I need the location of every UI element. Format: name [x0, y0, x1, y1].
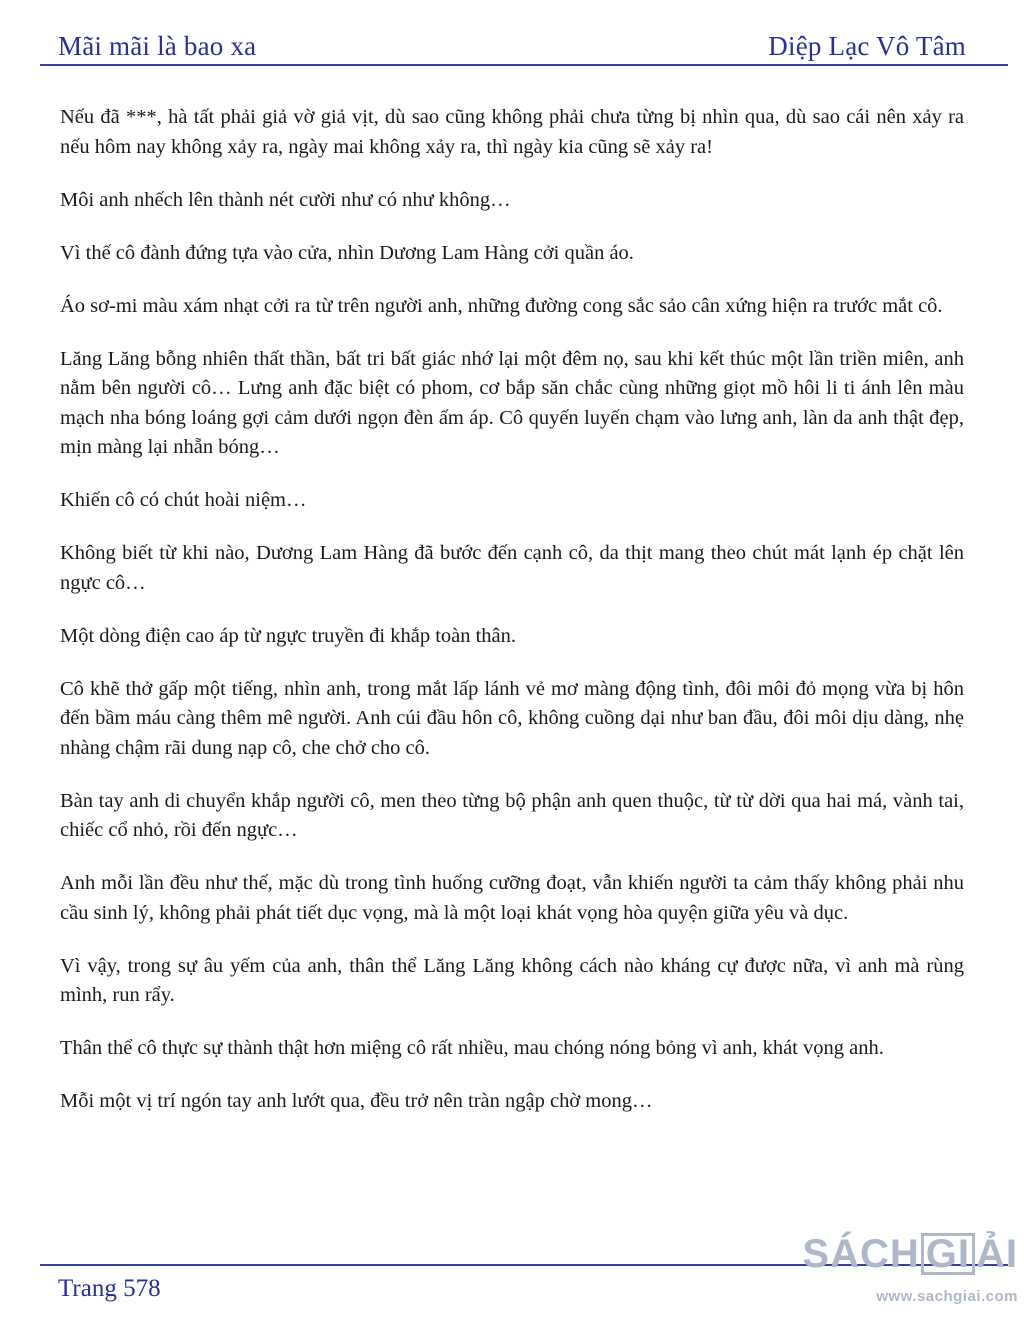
- paragraph: Áo sơ-mi màu xám nhạt cởi ra từ trên người anh, những đường cong sắc sảo cân xứng hiện ra trước mắt cô.: [60, 294, 943, 317]
- paragraph: Không biết từ khi nào, Dương Lam Hàng đã bước đến cạnh cô, da thịt mang theo chút mát lạnh ép chặt lên ngực cô…: [60, 542, 964, 594]
- book-title: Mãi mãi là bao xa: [58, 31, 257, 61]
- paragraph: Anh mỗi lần đều như thế, mặc dù trong tình huống cưỡng đoạt, vẫn khiến người ta cảm thấy không phải nhu cầu sinh lý, không phải phát tiết dục vọng, mà là một loại khát vọng hòa quyện giữa yêu và dục.: [60, 872, 964, 924]
- watermark-logo: [802, 1232, 1018, 1316]
- paragraph: Môi anh nhếch lên thành nét cười như có như không…: [60, 188, 511, 211]
- page-header: [58, 22, 966, 62]
- paragraph: Một dòng điện cao áp từ ngực truyền đi khắp toàn thân.: [60, 624, 517, 647]
- author-name: Diệp Lạc Vô Tâm: [768, 31, 966, 61]
- watermark-text-right: ẢI: [976, 1232, 1018, 1276]
- page-body: [60, 103, 964, 1140]
- paragraph: Thân thể cô thực sự thành thật hơn miệng cô rất nhiều, mau chóng nóng bỏng vì anh, khát vọng anh.: [60, 1037, 884, 1059]
- paragraph: Khiến cô có chút hoài niệm…: [60, 489, 307, 511]
- header-divider: [40, 64, 1008, 66]
- watermark-url: www.sachgiai.com: [876, 1288, 1018, 1305]
- paragraph: Vì thế cô đành đứng tựa vào cửa, nhìn Dương Lam Hàng cởi quần áo.: [60, 241, 634, 264]
- watermark-text-boxed: GI: [921, 1233, 975, 1275]
- paragraph: Cô khẽ thở gấp một tiếng, nhìn anh, trong mắt lấp lánh vẻ mơ màng động tình, đôi môi đỏ mọng vừa bị hôn đến bầm máu càng thêm mê người. Anh cúi đầu hôn cô, không cuồng dại như ban đầu, đôi môi dịu dàng, nhẹ nhàng chậm rãi dung nạp cô, che chở cho cô.: [60, 677, 964, 759]
- watermark-text-left: SÁCH: [802, 1232, 920, 1276]
- paragraph: Lăng Lăng bỗng nhiên thất thần, bất tri bất giác nhớ lại một đêm nọ, sau khi kết thúc một lần triền miên, anh nằm bên người cô… Lưng anh đặc biệt có phom, cơ bắp săn chắc cùng những giọt mồ hôi li ti ánh lên màu mạch nha bóng loáng gợi cảm dưới ngọn đèn ấm áp. Cô quyến luyến chạm vào lưng anh, làn da anh thật đẹp, mịn màng lại nhẵn bóng…: [60, 347, 964, 458]
- page-number: Trang 578: [58, 1275, 161, 1302]
- paragraph: Vì vậy, trong sự âu yếm của anh, thân thể Lăng Lăng không cách nào kháng cự được nữa, vì anh mà rùng mình, run rẩy.: [60, 954, 964, 1006]
- paragraph: Nếu đã ***, hà tất phải giả vờ giả vịt, dù sao cũng không phải chưa từng bị nhìn qua, dù sao cái nên xảy ra nếu hôm nay không xảy ra, ngày mai không xảy ra, thì ngày kia cũng sẽ xảy ra!: [60, 106, 964, 158]
- watermark-wordmark: [802, 1232, 1018, 1276]
- paragraph: Mỗi một vị trí ngón tay anh lướt qua, đều trở nên tràn ngập chờ mong…: [60, 1090, 653, 1112]
- paragraph: Bàn tay anh di chuyển khắp người cô, men theo từng bộ phận anh quen thuộc, từ từ dời qua hai má, vành tai, chiếc cổ nhỏ, rồi đến ngực…: [60, 789, 964, 841]
